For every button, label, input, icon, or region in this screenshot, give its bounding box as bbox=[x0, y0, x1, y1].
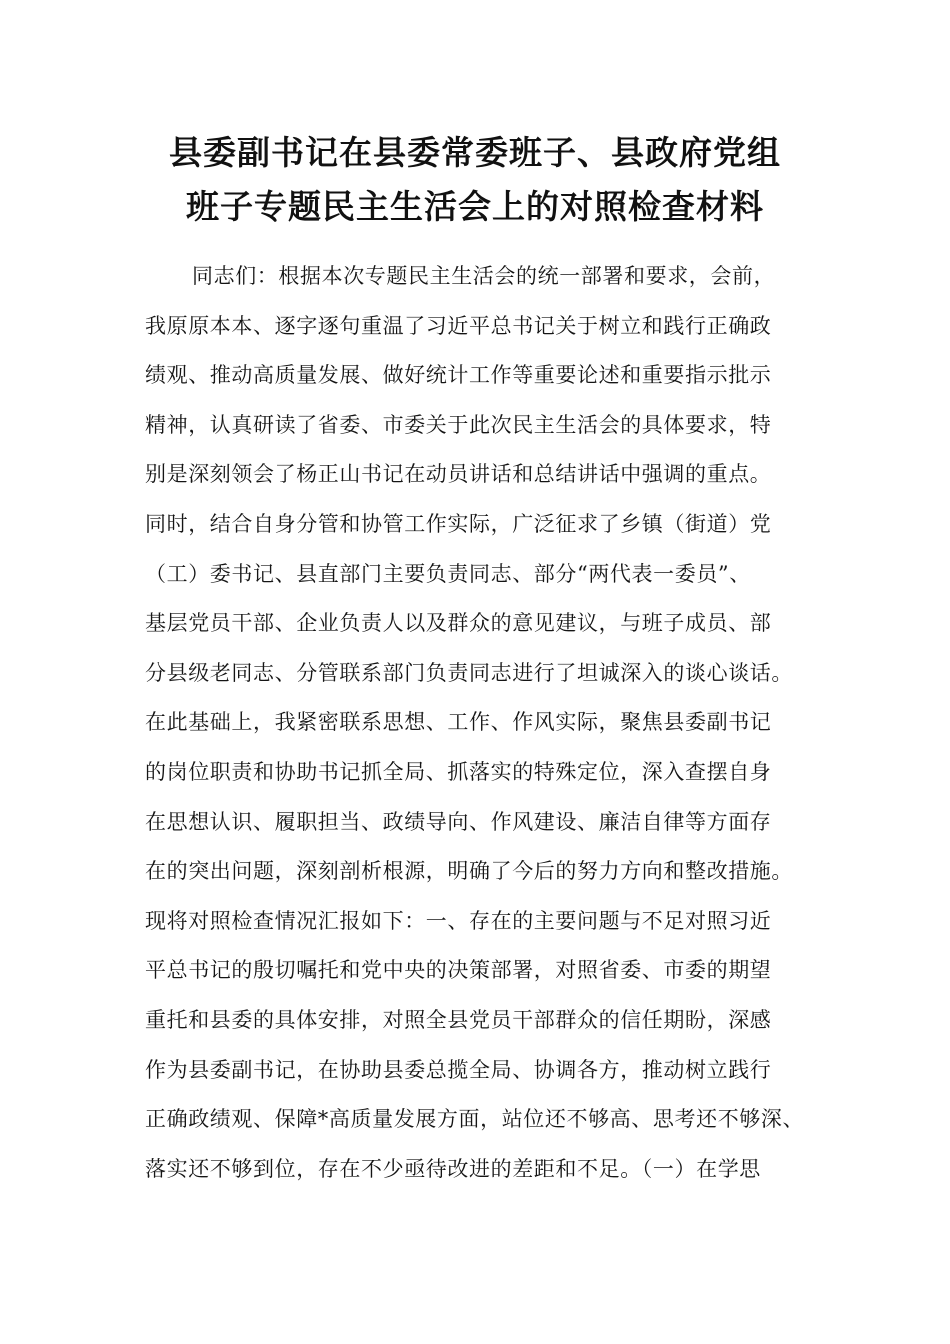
body-line: 我原原本本、逐字逐句重温了习近平总书记关于树立和践行正确政 bbox=[145, 313, 772, 338]
body-line: 平总书记的殷切嘱托和党中央的决策部署，对照省委、市委的期望 bbox=[145, 958, 772, 983]
body-line: 重托和县委的具体安排，对照全县党员干部群众的信任期盼，深感 bbox=[145, 1007, 772, 1032]
body-line: 作为县委副书记，在协助县委总揽全局、协调各方，推动树立践行 bbox=[145, 1057, 772, 1082]
body-line: 基层党员干部、企业负责人以及群众的意见建议，与班子成员、部 bbox=[145, 611, 772, 636]
title-line-1: 县委副书记在县委常委班子、县政府党组 bbox=[169, 133, 781, 172]
document-body bbox=[145, 252, 825, 1194]
body-line: 在此基础上，我紧密联系思想、工作、作风实际，聚焦县委副书记 bbox=[145, 710, 772, 735]
body-line: 绩观、推动高质量发展、做好统计工作等重要论述和重要指示批示 bbox=[145, 363, 772, 388]
body-line: 在的突出问题，深刻剖析根源，明确了今后的努力方向和整改措施。 bbox=[145, 859, 793, 884]
body-line: 分县级老同志、分管联系部门负责同志进行了坦诚深入的谈心谈话。 bbox=[145, 660, 793, 685]
body-line: 别是深刻领会了杨正山书记在动员讲话和总结讲话中强调的重点。 bbox=[145, 462, 772, 487]
body-line: 正确政绩观、保障*高质量发展方面，站位还不够高、思考还不够深、 bbox=[145, 1107, 805, 1132]
body-line: （工）委书记、县直部门主要负责同志、部分“两代表一委员”、 bbox=[145, 561, 751, 586]
body-line: 精神，认真研读了省委、市委关于此次民主生活会的具体要求，特 bbox=[145, 412, 772, 437]
body-line: 落实还不够到位，存在不少亟待改进的差距和不足。（一）在学思 bbox=[145, 1156, 761, 1181]
body-line: 同时，结合自身分管和协管工作实际，广泛征求了乡镇（街道）党 bbox=[145, 511, 772, 536]
body-line: 的岗位职责和协助书记抓全局、抓落实的特殊定位，深入查摆自身 bbox=[145, 759, 772, 784]
body-line: 同志们：根据本次专题民主生活会的统一部署和要求，会前， bbox=[192, 264, 776, 288]
body-line: 现将对照检查情况汇报如下：一、存在的主要问题与不足对照习近 bbox=[145, 908, 772, 933]
body-line: 在思想认识、履职担当、政绩导向、作风建设、廉洁自律等方面存 bbox=[145, 809, 772, 834]
title-line-2: 班子专题民主生活会上的对照检查材料 bbox=[186, 187, 764, 226]
document-title bbox=[0, 126, 950, 234]
